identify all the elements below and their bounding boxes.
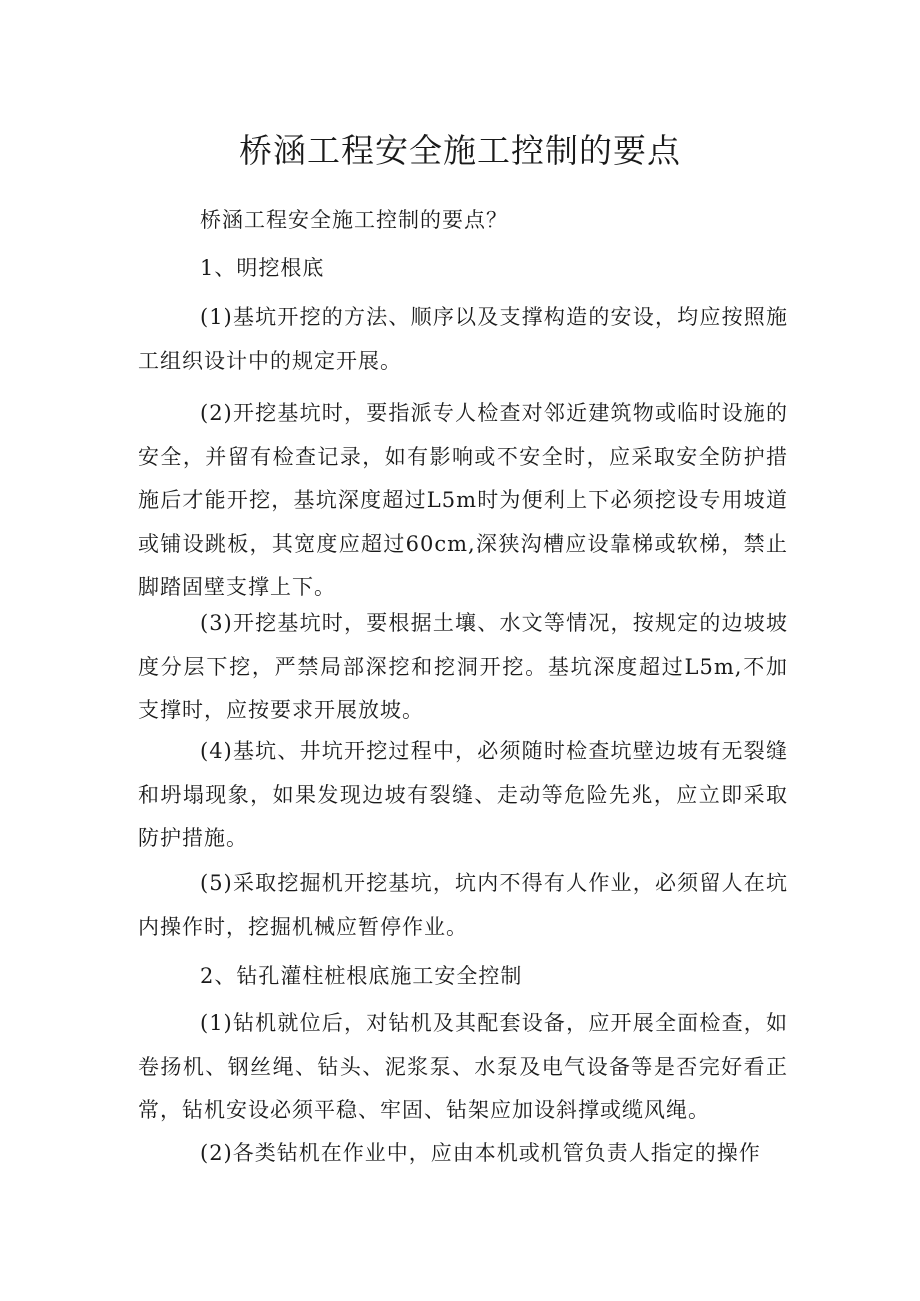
paragraph-item-4: (4)基坑、井坑开挖过程中，必须随时检查坑壁边坡有无裂缝和坍塌现象，如果发现边坡有裂缝、走动等危险先兆，应立即采取防护措施。 bbox=[138, 739, 788, 850]
paragraph-drill-item-2: (2)各类钻机在作业中，应由本机或机管负责人指定的操作 bbox=[200, 1141, 761, 1165]
paragraph-item-5: (5)采取挖掘机开挖基坑，坑内不得有人作业，必须留人在坑内操作时，挖掘机械应暂停作业。 bbox=[138, 871, 788, 939]
paragraph-item-2: (2)开挖基坑时，要指派专人检查对邻近建筑物或临时设施的安全，并留有检查记录，如有影响或不安全时，应采取安全防护措施后才能开挖，基坑深度超过L5m时为便利上下必须挖设专用坡道或铺设跳板，其宽度应超过60cm,深狭沟槽应设靠梯或软梯，禁止脚踏固壁支撑上下。 bbox=[138, 401, 788, 599]
document-title: 桥涵工程安全施工控制的要点 bbox=[239, 131, 681, 170]
paragraph-intro-question: 桥涵工程安全施工控制的要点？ bbox=[200, 208, 508, 232]
paragraph-drill-item-1: (1)钻机就位后，对钻机及其配套设备，应开展全面检查，如卷扬机、钢丝绳、钻头、泥浆泵、水泵及电气设备等是否完好看正常，钻机安设必须平稳、牢固、钻架应加设斜撑或缆风绳。 bbox=[138, 1011, 788, 1122]
section-heading-open-excavation: 1、明挖根底 bbox=[200, 256, 325, 280]
paragraph-item-3: (3)开挖基坑时，要根据土壤、水文等情况，按规定的边坡坡度分层下挖，严禁局部深挖和挖洞开挖。基坑深度超过L5m,不加支撑时，应按要求开展放坡。 bbox=[138, 611, 788, 722]
section-heading-bored-pile: 2、钻孔灌柱桩根底施工安全控制 bbox=[200, 964, 523, 988]
paragraph-item-1: (1)基坑开挖的方法、顺序以及支撑构造的安设，均应按照施工组织设计中的规定开展。 bbox=[138, 305, 788, 373]
